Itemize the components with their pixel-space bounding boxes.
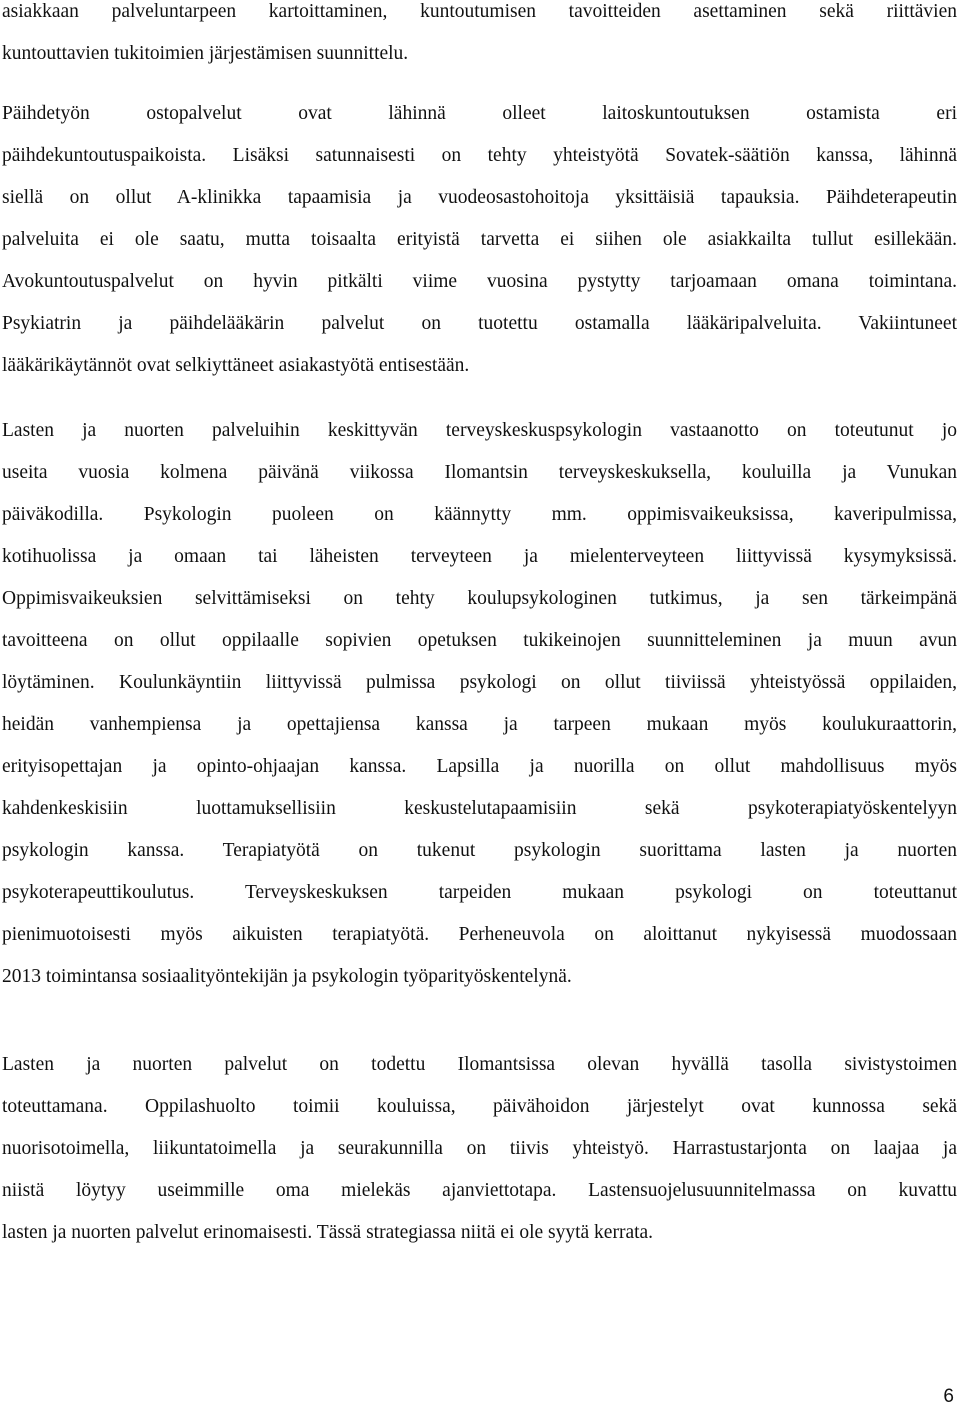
paragraph-line: lasten ja nuorten palvelut erinomaisesti. Tässä strategiassa niitä ei ole syytä kerrata. (2, 1222, 654, 1243)
paragraph-line: Lasten ja nuorten palvelut on todettu Ilomantsissa olevan hyvällä tasolla sivistystoimen (2, 1054, 957, 1075)
paragraph-line: Päihdetyön ostopalvelut ovat lähinnä olleet laitoskuntoutuksen ostamista eri (2, 103, 957, 124)
paragraph-line: löytäminen. Koulunkäyntiin liittyvissä pulmissa psykologi on ollut tiiviissä yhteistyössä oppilaiden, (2, 672, 957, 693)
paragraph-line: useita vuosia kolmena päivänä viikossa Ilomantsin terveyskeskuksella, kouluilla ja Vunukan (2, 462, 957, 483)
paragraph-line: siellä on ollut A-klinikka tapaamisia ja vuodeosastohoitoja yksittäisiä tapauksia. Päihdeterapeutin (2, 187, 957, 208)
paragraph-line: palveluita ei ole saatu, mutta toisaalta erityistä tarvetta ei siihen ole asiakkailta tullut esillekään. (2, 229, 957, 250)
paragraph-line: Oppimisvaikeuksien selvittämiseksi on tehty koulupsykologinen tutkimus, ja sen tärkeimpänä (2, 588, 957, 609)
paragraph-line: päihdekuntoutuspaikoista. Lisäksi satunnaisesti on tehty yhteistyötä Sovatek-säätiön kanssa, lähinnä (2, 145, 957, 166)
paragraph-line: lääkärikäytännöt ovat selkiyttäneet asiakastyötä entisestään. (2, 355, 470, 376)
paragraph-line: heidän vanhempiensa ja opettajiensa kanssa ja tarpeen mukaan myös koulukuraattorin, (2, 714, 957, 735)
paragraph-line: päiväkodilla. Psykologin puoleen on käännytty mm. oppimisvaikeuksissa, kaveripulmissa, (2, 504, 957, 525)
paragraph-1 (2, 0, 957, 75)
paragraph-3 (2, 410, 957, 998)
paragraph-2 (2, 93, 957, 387)
paragraph-line: psykoterapeuttikoulutus. Terveyskeskuksen tarpeiden mukaan psykologi on toteuttanut (2, 882, 957, 903)
paragraph-line: kuntouttavien tukitoimien järjestämisen suunnittelu. (2, 43, 409, 64)
paragraph-line: Psykiatrin ja päihdelääkärin palvelut on tuotettu ostamalla lääkäripalveluita. Vakiintuneet (2, 313, 957, 334)
paragraph-line: 2013 toimintansa sosiaalityöntekijän ja psykologin työparityöskentelynä. (2, 966, 572, 987)
paragraph-line: asiakkaan palveluntarpeen kartoittaminen, kuntoutumisen tavoitteiden asettaminen sekä riittävien (2, 1, 957, 22)
paragraph-line: Avokuntoutuspalvelut on hyvin pitkälti viime vuosina pystytty tarjoamaan omana toimintana. (2, 271, 957, 292)
paragraph-line: Lasten ja nuorten palveluihin keskittyvän terveyskeskuspsykologin vastaanotto on toteutunut jo (2, 420, 957, 441)
paragraph-line: niistä löytyy useimmille oma mielekäs ajanviettotapa. Lastensuojelusuunnitelmassa on kuvattu (2, 1180, 957, 1201)
paragraph-line: erityisopettajan ja opinto-ohjaajan kanssa. Lapsilla ja nuorilla on ollut mahdollisuus myös (2, 756, 957, 777)
paragraph-line: tavoitteena on ollut oppilaalle sopivien opetuksen tukikeinojen suunnitteleminen ja muun avun (2, 630, 957, 651)
paragraph-line: pienimuotoisesti myös aikuisten terapiatyötä. Perheneuvola on aloittanut nykyisessä muodossaan (2, 924, 957, 945)
paragraph-line: nuorisotoimella, liikuntatoimella ja seurakunnilla on tiivis yhteistyö. Harrastustarjonta on laajaa ja (2, 1138, 957, 1159)
page-number: 6 (943, 1386, 954, 1407)
paragraph-line: kotihuolissa ja omaan tai läheisten terveyteen ja mielenterveyteen liittyvissä kysymyksissä. (2, 546, 957, 567)
paragraph-4 (2, 1044, 957, 1254)
paragraph-line: kahdenkeskisiin luottamuksellisiin keskustelutapaamisiin sekä psykoterapiatyöskentelyyn (2, 798, 957, 819)
paragraph-line: toteuttamana. Oppilashuolto toimii kouluissa, päivähoidon järjestelyt ovat kunnossa sekä (2, 1096, 957, 1117)
paragraph-line: psykologin kanssa. Terapiatyötä on tukenut psykologin suorittama lasten ja nuorten (2, 840, 957, 861)
